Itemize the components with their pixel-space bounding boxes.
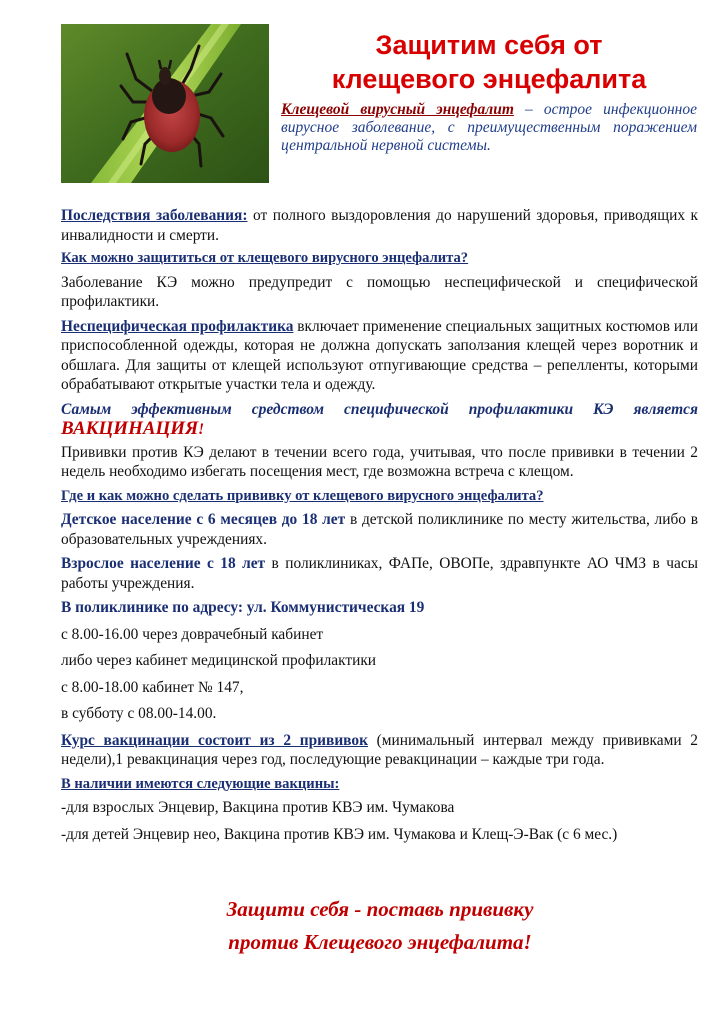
prevention-paragraph: Заболевание КЭ можно предупредит с помощью неспецифической и специфической профилактики.: [61, 273, 698, 310]
consequences-text: от полного выздоровления до нарушений здоровья, приводящих к инвалидности и смерти.: [61, 207, 698, 244]
intro-definition: [281, 101, 697, 155]
children-paragraph: [61, 510, 698, 549]
vaccination-paragraph: Прививки против КЭ делают в течении всего года, учитывая, что после прививки в течении 2 недель необходимо избегать посещения мест, где возможна встреча с клещом.: [61, 443, 698, 480]
vaccine-item: -для детей Энцевир нео, Вакцина против КВЭ им. Чумакова и Клещ-Э-Вак (с 6 мес.): [61, 825, 618, 843]
footer-line-2: против Клещевого энцефалита!: [228, 930, 532, 954]
adults-text: в поликлиниках, ФАПе, ОВОПе, здравпункте АО ЧМЗ в часы работы учреждения.: [61, 555, 698, 592]
vaccine-item: -для взрослых Энцевир, Вакцина против КВЭ им. Чумакова: [61, 799, 455, 816]
adults-paragraph: [61, 554, 698, 593]
consequences-heading: Последствия заболевания:: [61, 207, 248, 224]
nonspecific-text: включает применение специальных защитных костюмов или приспособленной одежды, которая не должна допускать заползания клещей через воротник и обшлага. Для защиты от клещей используют отпугивающие средства – репелленты, которыми обрабатывают открытые участки тела и одежду.: [61, 317, 698, 393]
nonspecific-heading: Неспецифическая профилактика: [61, 317, 294, 335]
schedule-line: с 8.00-18.00 кабинет № 147,: [61, 678, 244, 696]
nonspecific-paragraph: [61, 317, 698, 395]
schedule-line: в субботу с 08.00-14.00.: [61, 705, 217, 722]
intro-text: – острое инфекционное вирусное заболевание, с преимущественным поражением центральной нервной системы.: [281, 101, 697, 154]
protect-heading: Как можно защититься от клещевого вирусного энцефалита?: [61, 250, 469, 266]
schedule-line: с 8.00-16.00 через доврачебный кабинет: [61, 625, 324, 643]
children-text: в детской поликлинике по месту жительства, либо в образовательных учреждениях.: [61, 511, 699, 548]
vaccination-mark: !: [198, 421, 205, 438]
tick-photo: [61, 24, 269, 183]
title-line-2: клещевого энцефалита: [331, 64, 647, 94]
children-label: Детское население с 6 месяцев до 18 лет: [61, 511, 346, 528]
vaccination-statement: [61, 400, 698, 440]
course-paragraph: [61, 731, 698, 770]
footer-line-1: Защити себя - поставь прививку: [226, 897, 534, 921]
vaccines-heading: В наличии имеются следующие вакцины:: [61, 775, 340, 792]
course-heading: Курс вакцинации состоит из 2 прививок: [61, 731, 368, 749]
schedule-line: либо через кабинет медицинской профилактики: [61, 652, 377, 669]
vaccination-word: ВАКЦИНАЦИЯ: [61, 418, 199, 439]
where-heading: Где и как можно сделать прививку от клещевого вирусного энцефалита?: [61, 487, 544, 504]
adults-label: Взрослое население с 18 лет: [61, 555, 266, 572]
course-text: (минимальный интервал между прививками 2 недели),1 ревакцинация через год, последующие ревакцинации – каждые три года.: [61, 731, 698, 768]
consequences-paragraph: [61, 206, 698, 245]
footer-slogan: [90, 893, 670, 959]
vaccination-lead: Самым эффективным средством специфической профилактики КЭ является: [61, 400, 698, 418]
main-text: [61, 206, 698, 851]
title-line-1: Защитим себя от: [375, 30, 603, 60]
poster-title: [284, 28, 694, 96]
clinic-heading: В поликлинике по адресу: ул. Коммунистическая 19: [61, 599, 425, 616]
intro-term: Клещевой вирусный энцефалит: [281, 101, 514, 118]
